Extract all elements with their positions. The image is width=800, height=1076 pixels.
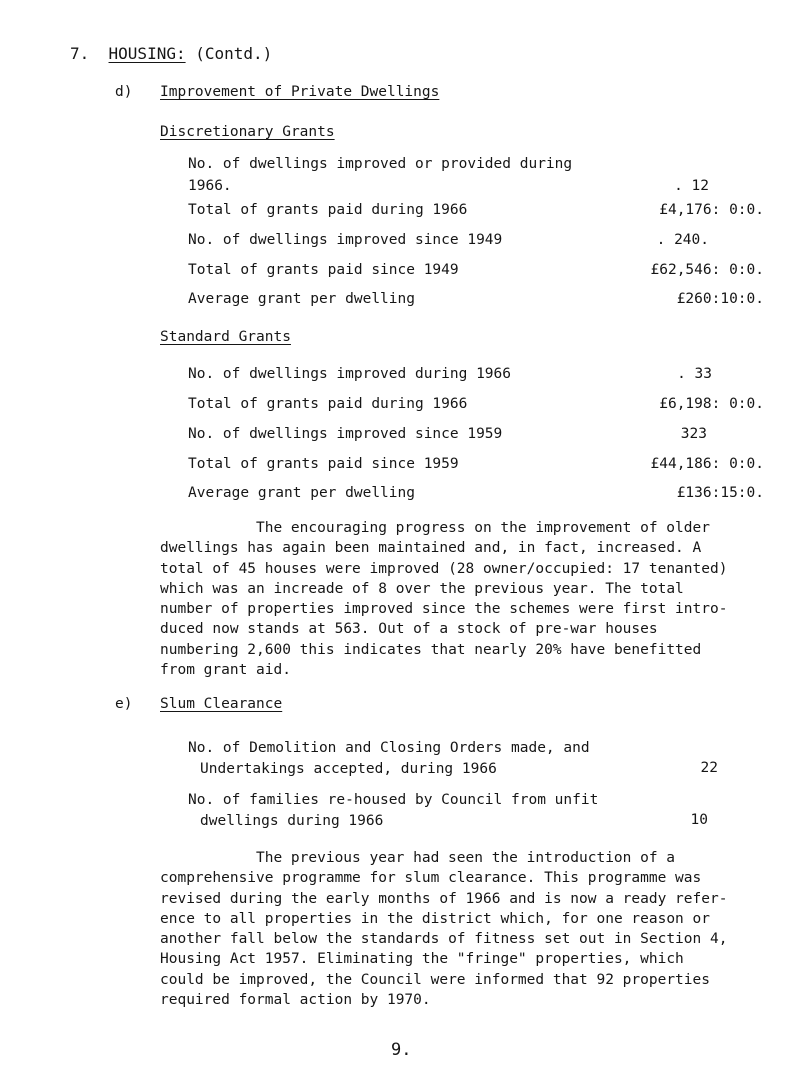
improvement-paragraph	[160, 518, 727, 680]
standard-row	[188, 366, 764, 386]
paragraph-line: The encouraging progress on the improvement of older	[256, 520, 710, 536]
discretionary-row	[188, 178, 764, 198]
discretionary-row-label: 1966.	[188, 178, 232, 194]
discretionary-row-value: £260:10:0.	[676, 291, 764, 307]
discretionary-row-label: No. of dwellings improved or provided during	[188, 156, 573, 172]
slum-stat	[188, 738, 718, 779]
paragraph-line: The previous year had seen the introduction of a	[256, 850, 676, 866]
slum-paragraph	[160, 848, 727, 1010]
paragraph-line: required formal action by 1970.	[160, 992, 431, 1009]
standard-row	[188, 485, 764, 505]
paragraph-line: which was an increade of 8 over the previous year. The total	[160, 580, 684, 597]
discretionary-row-label: No. of dwellings improved since 1949	[188, 232, 503, 248]
paragraph-line: numbering 2,600 this indicates that nearly 20% have benefitted	[160, 641, 702, 658]
standard-row-label: Total of grants paid during 1966	[188, 396, 468, 412]
discretionary-row	[188, 202, 764, 222]
paragraph-line: comprehensive programme for slum clearance. This programme was	[160, 870, 702, 887]
paragraph-line: number of properties improved since the schemes were first intro-	[160, 601, 728, 618]
paragraph-line: total of 45 houses were improved (28 owner/occupied: 17 tenanted)	[160, 560, 728, 577]
standard-row	[188, 426, 764, 446]
discretionary-row-label: Total of grants paid during 1966	[188, 202, 468, 218]
discretionary-row-value: £62,546: 0:0.	[650, 262, 764, 278]
discretionary-row	[188, 291, 764, 311]
standard-row-value: 323	[680, 426, 707, 442]
section-number: 7.	[70, 44, 90, 63]
slum-stat	[188, 790, 718, 831]
section-header	[70, 44, 272, 63]
slum-stat-line: dwellings during 1966	[200, 812, 384, 829]
paragraph-line: another fall below the standards of fitness set out in Section 4,	[160, 931, 728, 948]
subsection-e-letter: e)	[115, 696, 133, 712]
standard-row-label: Total of grants paid since 1959	[188, 456, 459, 472]
page-number: 9.	[391, 1040, 412, 1060]
paragraph-line: dwellings has again been maintained and, in fact, increased. A	[160, 540, 702, 557]
standard-row-value: £6,198: 0:0.	[659, 396, 764, 412]
standard-row	[188, 456, 764, 476]
discretionary-row-label: Average grant per dwelling	[188, 291, 415, 307]
slum-stat-value: 22	[700, 760, 718, 776]
subsection-d-letter: d)	[115, 84, 133, 100]
slum-stat-value: 10	[690, 812, 708, 828]
discretionary-row-value: £4,176: 0:0.	[659, 202, 764, 218]
paragraph-line: could be improved, the Council were informed that 92 properties	[160, 971, 710, 988]
paragraph-line: from grant aid.	[160, 662, 291, 679]
discretionary-row	[188, 262, 764, 282]
discretionary-heading: Discretionary Grants	[160, 124, 335, 140]
standard-row-value: £44,186: 0:0.	[650, 456, 764, 472]
subsection-e-heading: Slum Clearance	[160, 696, 283, 712]
slum-stat-line: No. of Demolition and Closing Orders made, and	[188, 740, 590, 756]
standard-heading: Standard Grants	[160, 329, 291, 345]
subsection-d-heading: Improvement of Private Dwellings	[160, 84, 440, 100]
discretionary-row-label: Total of grants paid since 1949	[188, 262, 459, 278]
paragraph-line: duced now stands at 563. Out of a stock of pre-war houses	[160, 621, 658, 638]
standard-row	[188, 396, 764, 416]
slum-stat-line: No. of families re-housed by Council from unfit	[188, 792, 599, 808]
discretionary-row-value: . 12	[674, 178, 709, 194]
standard-row-value: . 33	[677, 366, 712, 382]
standard-row-label: No. of dwellings improved since 1959	[188, 426, 503, 442]
section-title: HOUSING:	[108, 44, 186, 63]
discretionary-row-value: . 240.	[656, 232, 709, 248]
paragraph-line: Housing Act 1957. Eliminating the "fringe" properties, which	[160, 951, 684, 968]
standard-row-label: No. of dwellings improved during 1966	[188, 366, 512, 382]
discretionary-row	[188, 232, 764, 252]
paragraph-line: ence to all properties in the district which, for one reason or	[160, 910, 710, 927]
standard-row-value: £136:15:0.	[676, 485, 764, 501]
section-contd: (Contd.)	[195, 44, 273, 63]
paragraph-line: revised during the early months of 1966 and is now a ready refer-	[160, 890, 728, 907]
slum-stat-line: Undertakings accepted, during 1966	[200, 760, 497, 777]
standard-row-label: Average grant per dwelling	[188, 485, 415, 501]
